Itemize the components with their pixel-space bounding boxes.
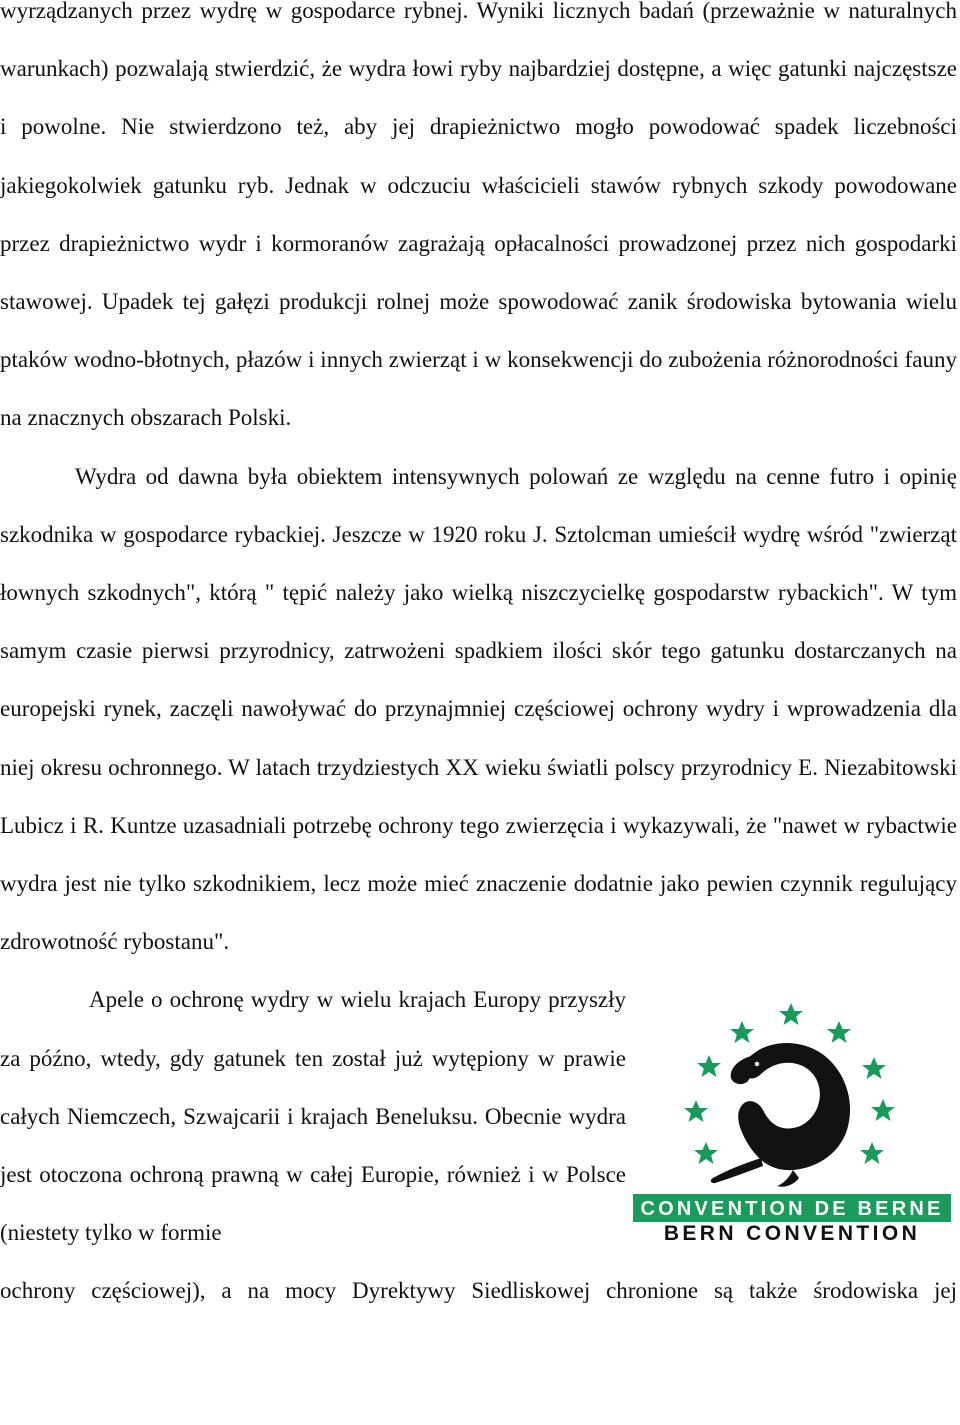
star-icon	[871, 1099, 895, 1121]
star-icon	[684, 1100, 708, 1122]
logo-top-text: CONVENTION DE BERNE	[640, 1198, 944, 1221]
otter-with-stars-icon	[633, 994, 951, 1240]
star-icon	[779, 1003, 803, 1025]
star-icon	[862, 1057, 886, 1079]
otter-silhouette	[711, 1043, 850, 1187]
star-icon	[730, 1021, 754, 1043]
star-icon	[697, 1055, 721, 1077]
paragraph-3-block	[0, 971, 957, 1262]
otter-eye	[755, 1062, 759, 1066]
star-icon	[827, 1021, 851, 1043]
bern-convention-logo	[633, 994, 951, 1240]
logo-bottom-text: BERN CONVENTION	[663, 1222, 921, 1241]
paragraph-2: Wydra od dawna była obiektem intensywnych polowań ze względu na cenne futro i opinię szkodnika w gospodarce rybackiej. Jeszcze w 1920 roku J. Sztolcman umieścił wydrę wśród "zwierząt łownych szkodnych", którą " tępić należy jako wielką niszczycielkę gospodarstw rybackich". W tym samym czasie pierwsi przyrodnicy, zatrwożeni spadkiem ilości skór tego gatunku dostarczanych na europejski rynek, zaczęli nawoływać do przynajmniej częściowej ochrony wydry i wprowadzenia dla niej okresu ochronnego. W latach trzydziestych XX wieku światli polscy przyrodnicy E. Niezabitowski Lubicz i R. Kuntze uzasadniali potrzebę ochrony tego zwierzęcia i wykazywali, że "nawet w rybactwie wydra jest nie tylko szkodnikiem, lecz może mieć znaczenie dodatnie jako pewien czynnik regulujący zdrowotność rybostanu".	[0, 463, 957, 955]
star-icon	[860, 1142, 884, 1164]
paragraph-1: wyrządzanych przez wydrę w gospodarce rybnej. Wyniki licznych badań (przeważnie w naturalnych warunkach) pozwalają stwierdzić, że wydra łowi ryby najbardziej dostępne, a więc gatunki najczęstsze i powolne. Nie stwierdzono też, aby jej drapieżnictwo mogło powodować spadek liczebności jakiegokolwiek gatunku ryb. Jednak w odczuciu właścicieli stawów rybnych szkody powodowane przez drapieżnictwo wydr i kormoranów zagrażają opłacalności prowadzonej przez nich gospodarki stawowej. Upadek tej gałęzi produkcji rolnej może spowodować zanik środowiska bytowania wielu ptaków wodno-błotnych, płazów i innych zwierząt i w konsekwencji do zubożenia różnorodności fauny na znacznych obszarach Polski.	[0, 0, 957, 431]
paragraph-3-wrapped: Apele o ochronę wydry w wielu krajach Europy przyszły za późno, wtedy, gdy gatunek ten został już wytępiony w prawie całych Niemczech, Szwajcarii i krajach Beneluksu. Obecnie wydra jest otoczona ochroną prawną w całej Europie, również i w Polsce (niestety tylko w formie	[0, 987, 626, 1246]
star-icon	[694, 1142, 718, 1164]
paragraph-3-continued: ochrony częściowej), a na mocy Dyrektywy Siedliskowej chronione są także środowiska jej	[0, 1278, 957, 1304]
